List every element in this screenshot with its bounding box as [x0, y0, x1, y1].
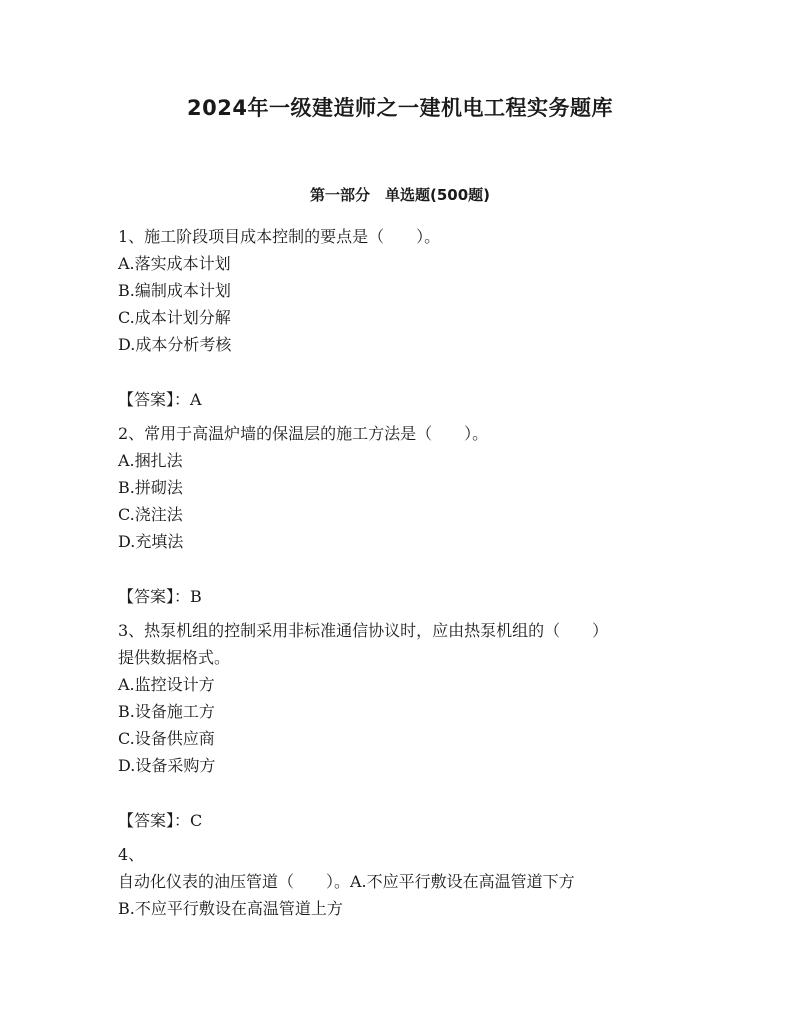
question-2 [118, 420, 678, 555]
answer-label: 【答案】 [118, 587, 175, 606]
answer-separator: ： [174, 811, 191, 830]
answer-value: A [190, 390, 202, 409]
answer-label: 【答案】 [118, 390, 175, 409]
answer-2 [118, 583, 678, 610]
answer-1 [118, 386, 678, 413]
question-stem-continued: 自动化仪表的油压管道（ ）。A.不应平行敷设在高温管道下方 [118, 872, 575, 891]
section-title: 第一部分 单选题(500题) [309, 186, 491, 204]
option-c: C.设备供应商 [118, 729, 215, 748]
question-3 [118, 617, 678, 779]
answer-value: B [190, 587, 202, 606]
option-a: A.监控设计方 [118, 675, 215, 694]
option-c: C.成本计划分解 [118, 308, 231, 327]
option-d: D.成本分析考核 [118, 335, 232, 354]
answer-separator: ： [174, 587, 191, 606]
question-stem: 1、施工阶段项目成本控制的要点是（ ）。 [118, 227, 441, 246]
option-b: B.拼砌法 [118, 478, 183, 497]
document-title: 2024年一级建造师之一建机电工程实务题库 [187, 96, 613, 120]
answer-value: C [190, 811, 203, 830]
question-list [118, 223, 678, 950]
answer-separator: ： [174, 390, 191, 409]
question-stem-continued: 提供数据格式。 [118, 648, 231, 667]
option-b: B.设备施工方 [118, 702, 215, 721]
option-a: A.捆扎法 [118, 451, 183, 470]
option-c: C.浇注法 [118, 505, 183, 524]
question-stem: 3、热泵机组的控制采用非标准通信协议时，应由热泵机组的（ ） [118, 621, 609, 640]
question-4 [118, 841, 678, 922]
question-1 [118, 223, 678, 358]
option-b: B.编制成本计划 [118, 281, 231, 300]
question-stem: 4、 [118, 845, 145, 864]
option-d: D.充填法 [118, 532, 184, 551]
answer-3 [118, 807, 678, 834]
option-d: D.设备采购方 [118, 756, 216, 775]
option-a: A.落实成本计划 [118, 254, 231, 273]
answer-label: 【答案】 [118, 811, 175, 830]
option-b: B.不应平行敷设在高温管道上方 [118, 899, 343, 918]
question-stem: 2、常用于高温炉墙的保温层的施工方法是（ ）。 [118, 424, 489, 443]
